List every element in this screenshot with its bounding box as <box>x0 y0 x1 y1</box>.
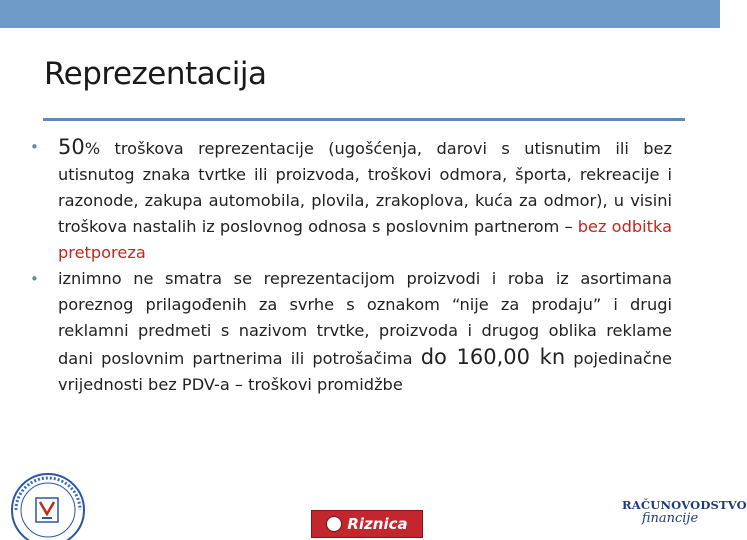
bullet-marker: • <box>30 270 39 288</box>
riznica-logo-text: Riznica <box>347 515 408 533</box>
bullet-marker: • <box>30 138 39 156</box>
racunovodstvo-logo-text: RAČUNOVODSTVO <box>622 498 747 512</box>
bullet-1-text: % troškova reprezentacije (ugošćenja, darovi s utisnutim ili bez utisnutog znaka tvrtke ili proizvoda, troškovi odmora, športa, rekreacije i razonode, zakupa automobila, plovila, zrakoplova, kuća za odmor), u visini troškova nastalih iz poslovnog odnosa s poslovnim partnerom – <box>58 139 672 236</box>
financije-logo-text: financije <box>641 511 699 526</box>
seal-icon <box>326 516 342 532</box>
slide-body <box>28 134 672 398</box>
title-divider <box>43 118 685 121</box>
bullet-item-2 <box>28 266 672 398</box>
association-logo <box>0 470 100 540</box>
bullet-2-amount: do 160,00 kn <box>420 345 566 369</box>
bullet-item-1 <box>28 134 672 266</box>
bullet-2-text-end: pojedinačne vrijednosti bez PDV-a – troškovi promidžbe <box>58 349 672 394</box>
bullet-2-text-start: iznimno ne smatra se reprezentacijom proizvodi i roba iz asortimana poreznog prilagođenih za svrhe s oznakom “nije za prodaju” i drugi reklamni predmeti s nazivom trvtke, proizvoda i drugog oblika reklame dani poslovnim partnerima ili potrošačima <box>58 269 672 368</box>
slide-title: Reprezentacija <box>44 56 267 92</box>
bullet-1-number: 50 <box>58 135 85 159</box>
top-band <box>0 0 720 28</box>
bullet-1-highlight: bez odbitka pretporeza <box>58 217 672 262</box>
racunovodstvo-logo <box>622 496 747 540</box>
riznica-logo <box>311 510 423 538</box>
